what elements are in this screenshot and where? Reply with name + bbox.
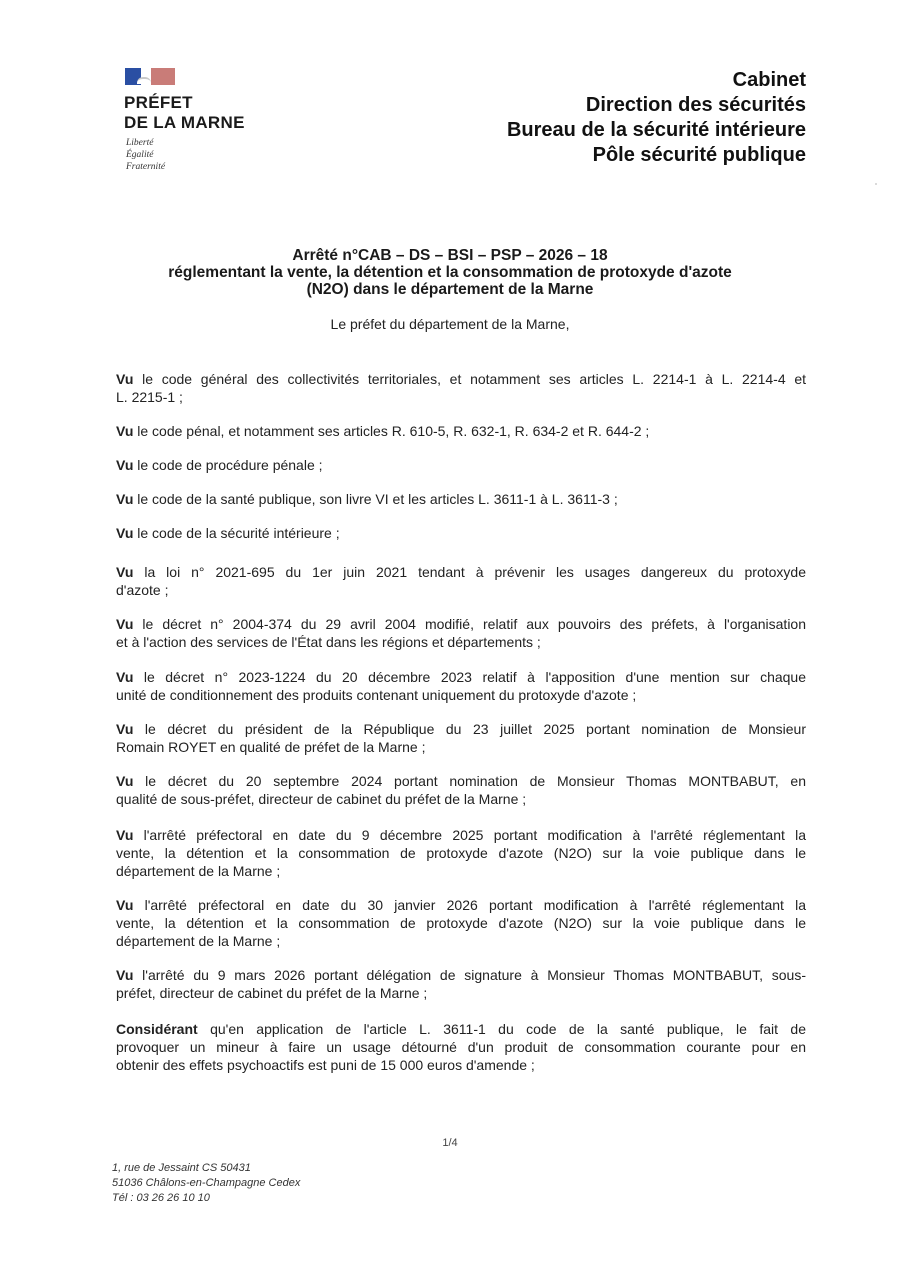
visa-keyword: Vu (116, 616, 134, 632)
visa-text: Romain ROYET en qualité de préfet de la Marne ; (116, 739, 426, 755)
considerant-text: provoquer un mineur à faire un usage détourné d'un produit de consommation courante pour en (116, 1039, 806, 1055)
visa-keyword: Vu (116, 525, 134, 541)
visa-text: vente, la détention et la consommation de protoxyde d'azote (N2O) sur la voie publique dans le (116, 915, 806, 931)
visa-text: l'arrêté préfectoral en date du 30 janvier 2026 portant modification à l'arrêté réglementant la (144, 897, 806, 913)
visa-text: le code de procédure pénale ; (137, 457, 323, 473)
visa-text: unité de conditionnement des produits contenant uniquement du protoxyde d'azote ; (116, 687, 637, 703)
visa-loi-2021 (116, 563, 806, 599)
considerant-mineur (116, 1020, 806, 1074)
visa-procedure-penale (116, 456, 806, 474)
visa-decret-2004 (116, 615, 806, 651)
visa-decret-2023 (116, 668, 806, 704)
address-city: 51036 Châlons-en-Champagne Cedex (112, 1177, 301, 1189)
visa-securite-interieure (116, 524, 806, 542)
visa-text: le code de la sécurité intérieure ; (137, 525, 340, 541)
visa-keyword: Vu (116, 827, 134, 843)
flag-red-band (151, 68, 175, 85)
address-phone: Tél : 03 26 26 10 10 (112, 1192, 210, 1204)
scan-speck (875, 183, 877, 185)
visa-keyword: Vu (116, 371, 134, 387)
considerant-text: obtenir des effets psychoactifs est puni de 15 000 euros d'amende ; (116, 1057, 535, 1073)
visa-decret-sous-prefet (116, 772, 806, 808)
visa-text: le code de la santé publique, son livre VI et les articles L. 3611-1 à L. 3611-3 ; (137, 491, 618, 507)
visa-arrete-janvier-2026 (116, 896, 806, 950)
address-street: 1, rue de Jessaint CS 50431 (112, 1162, 251, 1174)
visa-arrete-delegation (116, 966, 806, 1002)
service-direction: Direction des sécurités (585, 94, 806, 116)
service-bureau: Bureau de la sécurité intérieure (506, 119, 806, 141)
visa-keyword: Vu (116, 721, 134, 737)
motto-liberte: Liberté (126, 138, 154, 148)
visa-text: le décret du 20 septembre 2024 portant nomination de Monsieur Thomas MONTBABUT, en (145, 773, 807, 789)
service-cabinet: Cabinet (732, 69, 806, 91)
visa-keyword: Vu (116, 897, 134, 913)
decree-subject-line2: (N2O) dans le département de la Marne (306, 281, 594, 298)
considerant-text: qu'en application de l'article L. 3611-1 du code de la santé publique, le fait de (210, 1021, 806, 1037)
visa-text: vente, la détention et la consommation de protoxyde d'azote (N2O) sur la voie publique dans le (116, 845, 806, 861)
visa-keyword: Vu (116, 669, 134, 685)
considerant-keyword: Considérant (116, 1021, 198, 1037)
visa-text: qualité de sous-préfet, directeur de cabinet du préfet de la Marne ; (116, 791, 527, 807)
marianne-logo (125, 68, 175, 85)
visa-keyword: Vu (116, 491, 134, 507)
visa-text: le décret n° 2004-374 du 29 avril 2004 modifié, relatif aux pouvoirs des préfets, à l'organisation (142, 616, 806, 632)
visa-text: le code général des collectivités territoriales, et notamment ses articles L. 2214-1 à L. 2214-4 et (142, 371, 806, 387)
visa-code-penal (116, 422, 806, 440)
visa-keyword: Vu (116, 564, 134, 580)
decree-subject-line1: réglementant la vente, la détention et la consommation de protoxyde d'azote (168, 264, 732, 281)
service-pole: Pôle sécurité publique (592, 144, 806, 166)
visa-text: le décret du président de la République du 23 juillet 2025 portant nomination de Monsieur (144, 721, 806, 737)
marianne-profile (141, 68, 151, 85)
visa-text: l'arrêté du 9 mars 2026 portant délégation de signature à Monsieur Thomas MONTBABUT, sous- (142, 967, 806, 983)
motto-egalite: Égalité (126, 150, 154, 160)
visa-cgct (116, 370, 806, 406)
visa-text: et à l'action des services de l'État dans les régions et départements ; (116, 634, 541, 650)
visa-sante-publique (116, 490, 806, 508)
intro-line: Le préfet du département de la Marne, (330, 316, 570, 332)
visa-text: le décret n° 2023-1224 du 20 décembre 2023 relatif à l'apposition d'une mention sur chaque (143, 669, 807, 685)
prefet-name-line2: DE LA MARNE (124, 113, 245, 132)
prefet-name-line1: PRÉFET (124, 93, 193, 112)
visa-text: l'arrêté préfectoral en date du 9 décembre 2025 portant modification à l'arrêté réglementant la (143, 827, 807, 843)
visa-text: d'azote ; (116, 582, 169, 598)
visa-decret-prefet (116, 720, 806, 756)
visa-keyword: Vu (116, 457, 134, 473)
motto-fraternite: Fraternité (126, 162, 166, 172)
visa-keyword: Vu (116, 423, 134, 439)
visa-text: L. 2215-1 ; (116, 389, 183, 405)
decree-number: Arrêté n°CAB – DS – BSI – PSP – 2026 – 18 (292, 247, 608, 264)
visa-keyword: Vu (116, 773, 134, 789)
visa-text: département de la Marne ; (116, 933, 281, 949)
visa-arrete-decembre-2025 (116, 826, 806, 880)
page-number: 1/4 (442, 1137, 458, 1149)
visa-keyword: Vu (116, 967, 134, 983)
visa-text: préfet, directeur de cabinet du préfet de la Marne ; (116, 985, 428, 1001)
visa-text: département de la Marne ; (116, 863, 281, 879)
visa-text: le code pénal, et notamment ses articles R. 610-5, R. 632-1, R. 634-2 et R. 644-2 ; (137, 423, 650, 439)
visa-text: la loi n° 2021-695 du 1er juin 2021 tendant à prévenir les usages dangereux du protoxyde (144, 564, 806, 580)
